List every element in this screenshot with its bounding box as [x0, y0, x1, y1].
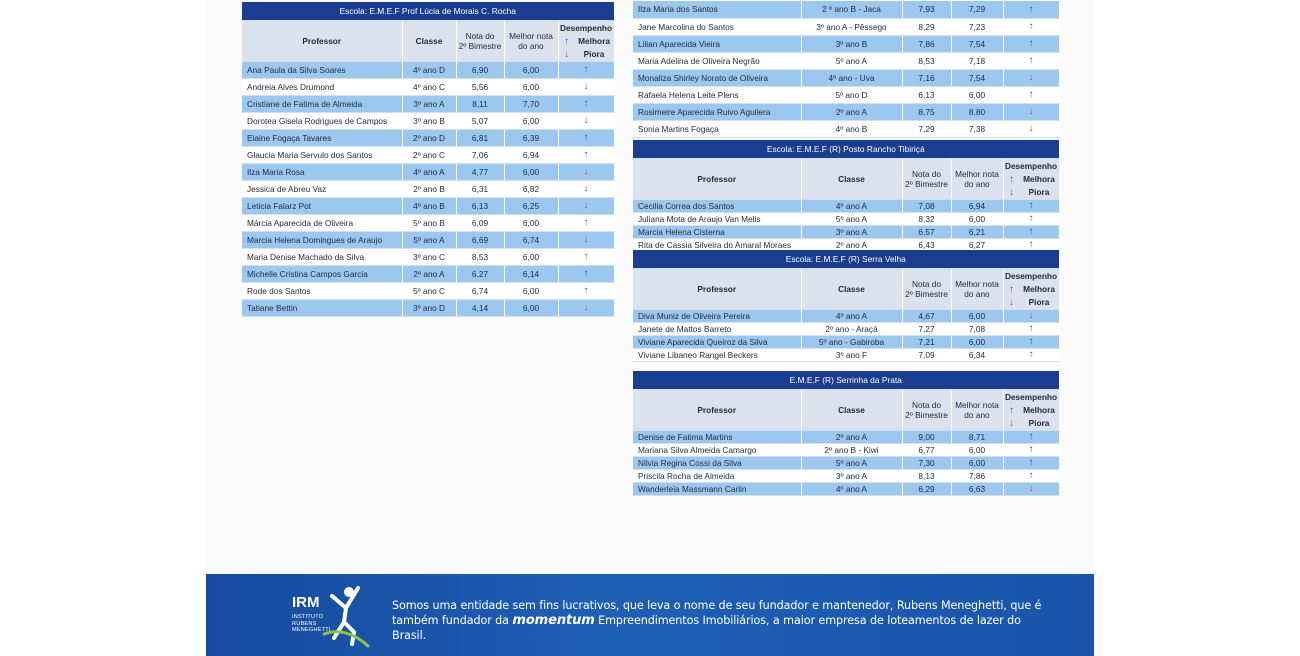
melhor-nota-cell: 7,23 — [951, 18, 1003, 35]
footer-text: Somos uma entidade sem fins lucrativos, que leva o nome de seu fundador e mantenedor, Rubens Meneghetti, que é também fundador da momentum Empreendimentos Imobiliários, a maior empresa de loteamentos de lazer do Brasil. — [392, 599, 1042, 642]
school-table-lucia-rocha — [242, 2, 615, 317]
nota-cell: 8,53 — [902, 52, 951, 69]
professor-cell: Priscila Rocha de Almeida — [633, 469, 801, 482]
arrow-up-icon: ↑ — [1028, 444, 1034, 455]
classe-cell: 4º ano B — [402, 197, 456, 214]
col-desempenho: Desempenho ↑ Melhora ↓ Piora — [558, 20, 614, 61]
classe-cell: 2º ano - Araçá — [801, 322, 902, 335]
arrow-up-icon: ↑ — [1028, 349, 1034, 360]
classe-cell: 2 º ano B - Jaca — [801, 1, 902, 18]
melhor-nota-cell: 6,00 — [951, 335, 1003, 348]
arrow-down-icon: ↓ — [583, 166, 589, 177]
professor-cell: Jessica de Abreu Vaz — [242, 180, 402, 197]
melhor-nota-cell: 7,86 — [951, 469, 1003, 482]
table-row — [242, 180, 614, 197]
professor-cell: Juliana Mota de Araujo Van Melis — [633, 212, 801, 225]
table-row — [633, 309, 1059, 322]
desempenho-cell — [1003, 212, 1059, 225]
nota-cell: 7,27 — [902, 322, 951, 335]
nota-cell: 6,81 — [456, 129, 504, 146]
nota-cell: 8,13 — [902, 469, 951, 482]
classe-cell: 4º ano A — [402, 163, 456, 180]
arrow-up-icon: ↑ — [583, 149, 589, 160]
melhor-nota-cell: 6,00 — [504, 282, 558, 299]
arrow-up-icon: ↑ — [1028, 55, 1034, 66]
classe-cell: 3º ano D — [402, 299, 456, 316]
school-title: Escola: E.M.E.F Prof Lúcia de Morais C. Rocha — [242, 2, 614, 20]
melhor-nota-cell: 6,00 — [504, 214, 558, 231]
melhor-nota-cell: 6,94 — [951, 199, 1003, 212]
professor-cell: Wanderleia Massmann Carlin — [633, 482, 801, 495]
desempenho-cell — [558, 129, 614, 146]
arrow-up-icon: ↑ — [1028, 226, 1034, 237]
col-desempenho: Desempenho ↑ Melhora ↓ Piora — [1003, 389, 1059, 430]
arrow-down-icon: ↓ — [583, 234, 589, 245]
classe-cell: 5º ano A — [801, 212, 902, 225]
professor-cell: Cecilia Correa dos Santos — [633, 199, 801, 212]
desempenho-cell — [1003, 225, 1059, 238]
school-table-continued — [633, 1, 1060, 138]
table-header — [633, 268, 1059, 309]
classe-cell: 5º ano B — [402, 214, 456, 231]
desempenho-cell — [1003, 103, 1059, 120]
col-professor: Professor — [633, 158, 801, 199]
nota-cell: 8,32 — [902, 212, 951, 225]
col-melhor-nota: Melhor nota do ano — [951, 268, 1003, 309]
col-professor: Professor — [633, 389, 801, 430]
nota-cell: 7,29 — [902, 120, 951, 137]
desempenho-cell — [558, 197, 614, 214]
desempenho-cell — [558, 282, 614, 299]
nota-cell: 8,29 — [902, 18, 951, 35]
table-header — [633, 158, 1059, 199]
nota-cell: 6,77 — [902, 443, 951, 456]
col-professor: Professor — [242, 20, 402, 61]
melhor-nota-cell: 7,54 — [951, 69, 1003, 86]
melhor-nota-cell: 6,27 — [951, 238, 1003, 251]
nota-cell: 6,13 — [902, 86, 951, 103]
melhor-nota-cell: 6,00 — [504, 112, 558, 129]
classe-cell: 4º ano D — [402, 61, 456, 78]
arrow-up-icon: ↑ — [583, 217, 589, 228]
desempenho-cell — [558, 95, 614, 112]
classe-cell: 5º ano D — [801, 86, 902, 103]
desempenho-cell — [558, 248, 614, 265]
classe-cell: 2º ano A — [801, 103, 902, 120]
nota-cell: 6,90 — [456, 61, 504, 78]
arrow-up-icon: ↑ — [583, 64, 589, 75]
table-header — [242, 20, 614, 61]
table-row — [633, 430, 1059, 443]
professor-cell: Ilza Maria dos Santos — [633, 1, 801, 18]
school-table-serrinha-da-prata — [633, 371, 1060, 496]
professor-cell: Rosimeire Aparecida Ruivo Aguilera — [633, 103, 801, 120]
desempenho-cell — [1003, 456, 1059, 469]
melhor-nota-cell: 6,00 — [504, 248, 558, 265]
nota-cell: 7,30 — [902, 456, 951, 469]
classe-cell: 4º ano A — [801, 309, 902, 322]
arrow-down-icon: ↓ — [564, 48, 569, 60]
classe-cell: 4º ano A — [801, 482, 902, 495]
melhor-nota-cell: 6,34 — [951, 348, 1003, 361]
nota-cell: 6,27 — [456, 265, 504, 282]
desempenho-cell — [558, 163, 614, 180]
desempenho-cell — [558, 299, 614, 316]
melhor-nota-cell: 6,25 — [504, 197, 558, 214]
melhor-nota-cell: 6,00 — [951, 212, 1003, 225]
professor-cell: Denise de Fatima Martins — [633, 430, 801, 443]
table-row — [633, 348, 1059, 361]
melhor-nota-cell: 7,70 — [504, 95, 558, 112]
arrow-up-icon: ↑ — [583, 132, 589, 143]
melhor-nota-cell: 6,00 — [504, 299, 558, 316]
table-row — [242, 299, 614, 316]
professor-cell: Dorotea Gisela Rodrigues de Campos — [242, 112, 402, 129]
desempenho-cell — [1003, 430, 1059, 443]
col-classe: Classe — [801, 158, 902, 199]
professor-cell: Jane Marcolina do Santos — [633, 18, 801, 35]
table-row — [633, 443, 1059, 456]
melhor-nota-cell: 6,00 — [504, 163, 558, 180]
melhor-nota-cell: 6,00 — [504, 61, 558, 78]
nota-cell: 6,09 — [456, 214, 504, 231]
table-row — [633, 18, 1059, 35]
melhor-nota-cell: 7,08 — [951, 322, 1003, 335]
table-row — [242, 231, 614, 248]
table-row — [633, 69, 1059, 86]
classe-cell: 4º ano - Uva — [801, 69, 902, 86]
classe-cell: 2º ano A — [801, 238, 902, 251]
nota-cell: 5,56 — [456, 78, 504, 95]
nota-cell: 7,16 — [902, 69, 951, 86]
professor-cell: Janete de Mattos Barreto — [633, 322, 801, 335]
nota-cell: 7,93 — [902, 1, 951, 18]
table-row — [633, 225, 1059, 238]
col-nota: Nota do 2º Bimestre — [902, 389, 951, 430]
table-row — [633, 482, 1059, 495]
footer-banner — [206, 574, 1094, 656]
desempenho-cell — [558, 231, 614, 248]
col-nota: Nota do 2º Bimestre — [902, 268, 951, 309]
nota-cell: 6,13 — [456, 197, 504, 214]
classe-cell: 5º ano C — [402, 282, 456, 299]
table-row — [242, 214, 614, 231]
col-melhor-nota: Melhor nota do ano — [951, 389, 1003, 430]
school-title: Escola: E.M.E.F (R) Serra Velha — [633, 250, 1059, 268]
arrow-down-icon: ↓ — [1009, 186, 1014, 198]
professor-cell: Maria Adelina de Oliveira Negrão — [633, 52, 801, 69]
arrow-up-icon: ↑ — [1028, 200, 1034, 211]
nota-cell: 4,77 — [456, 163, 504, 180]
professor-cell: Ana Paula da Silva Soares — [242, 61, 402, 78]
nota-cell: 8,75 — [902, 103, 951, 120]
desempenho-cell — [1003, 469, 1059, 482]
professor-cell: Viviane Libaneo Rangel Beckers — [633, 348, 801, 361]
melhor-nota-cell: 7,38 — [951, 120, 1003, 137]
professor-cell: Maria Denise Machado da Silva — [242, 248, 402, 265]
melhor-nota-cell: 6,00 — [951, 443, 1003, 456]
nota-cell: 8,53 — [456, 248, 504, 265]
irm-logo — [292, 582, 382, 652]
arrow-up-icon: ↑ — [1028, 38, 1034, 49]
arrow-up-icon: ↑ — [1028, 431, 1034, 442]
nota-cell: 4,67 — [902, 309, 951, 322]
arrow-down-icon: ↓ — [583, 302, 589, 313]
professor-cell: Rode dos Santos — [242, 282, 402, 299]
desempenho-cell — [1003, 443, 1059, 456]
col-classe: Classe — [402, 20, 456, 61]
arrow-down-icon: ↓ — [583, 115, 589, 126]
school-title: E.M.E.F (R) Serrinha da Prata — [633, 371, 1059, 389]
nota-cell: 8,11 — [456, 95, 504, 112]
desempenho-cell — [1003, 199, 1059, 212]
professor-cell: Diva Muniz de Oliveira Pereira — [633, 309, 801, 322]
arrow-up-icon: ↑ — [1028, 89, 1034, 100]
arrow-down-icon: ↓ — [1028, 310, 1034, 321]
arrow-up-icon: ↑ — [1028, 336, 1034, 347]
desempenho-cell — [558, 78, 614, 95]
classe-cell: 3º ano A — [801, 225, 902, 238]
classe-cell: 5º ano A — [801, 456, 902, 469]
desempenho-cell — [558, 265, 614, 282]
classe-cell: 2º ano B — [402, 180, 456, 197]
melhor-nota-cell: 6,00 — [951, 86, 1003, 103]
table-row — [242, 61, 614, 78]
professor-cell: Monaliza Shirley Norato de Oliveira — [633, 69, 801, 86]
desempenho-cell — [1003, 322, 1059, 335]
professor-cell: Marcia Helena Domingues de Araujo — [242, 231, 402, 248]
professor-cell: Lilian Aparecida Vieira — [633, 35, 801, 52]
professor-cell: Cristiane de Fatima de Almeida — [242, 95, 402, 112]
arrow-down-icon: ↓ — [583, 183, 589, 194]
col-nota: Nota do 2º Bimestre — [902, 158, 951, 199]
desempenho-cell — [1003, 335, 1059, 348]
school-title: Escola: E.M.E.F (R) Posto Rancho Tibiriçá — [633, 140, 1059, 158]
desempenho-cell — [1003, 348, 1059, 361]
classe-cell: 3º ano C — [402, 248, 456, 265]
arrow-up-icon: ↑ — [1028, 239, 1034, 250]
table-row — [633, 35, 1059, 52]
melhor-nota-cell: 6,14 — [504, 265, 558, 282]
melhor-nota-cell: 8,71 — [951, 430, 1003, 443]
table-row — [242, 129, 614, 146]
classe-cell: 2º ano C — [402, 146, 456, 163]
melhor-nota-cell: 8,80 — [951, 103, 1003, 120]
col-desempenho: Desempenho ↑ Melhora ↓ Piora — [1003, 158, 1059, 199]
classe-cell: 3º ano B — [402, 112, 456, 129]
melhor-nota-cell: 6,94 — [504, 146, 558, 163]
melhor-nota-cell: 6,00 — [951, 309, 1003, 322]
classe-cell: 4º ano C — [402, 78, 456, 95]
classe-cell: 4º ano B — [801, 120, 902, 137]
melhor-nota-cell: 7,54 — [951, 35, 1003, 52]
professor-cell: Mariana Silva Almeida Camargo — [633, 443, 801, 456]
professor-cell: Sonia Martins Fogaça — [633, 120, 801, 137]
melhor-nota-cell: 6,21 — [951, 225, 1003, 238]
desempenho-cell — [1003, 86, 1059, 103]
school-table-serra-velha — [633, 250, 1060, 362]
melhor-nota-cell: 7,18 — [951, 52, 1003, 69]
nota-cell: 6,69 — [456, 231, 504, 248]
desempenho-cell — [1003, 309, 1059, 322]
table-row — [633, 322, 1059, 335]
desempenho-cell — [1003, 120, 1059, 137]
table-row — [242, 248, 614, 265]
nota-cell: 6,74 — [456, 282, 504, 299]
nota-cell: 7,86 — [902, 35, 951, 52]
arrow-up-icon: ↑ — [1009, 283, 1014, 295]
table-row — [633, 469, 1059, 482]
arrow-up-icon: ↑ — [1028, 3, 1034, 15]
arrow-up-icon: ↑ — [583, 98, 589, 109]
professor-cell: Elaine Fogaça Tavares — [242, 129, 402, 146]
arrow-up-icon: ↑ — [1028, 470, 1034, 481]
desempenho-cell — [558, 112, 614, 129]
classe-cell: 3º ano A — [801, 469, 902, 482]
table-row — [633, 86, 1059, 103]
nota-cell: 7,21 — [902, 335, 951, 348]
arrow-up-icon: ↑ — [1009, 173, 1014, 185]
table-row — [242, 78, 614, 95]
table-header — [633, 389, 1059, 430]
desempenho-cell — [1003, 35, 1059, 52]
table-row — [242, 197, 614, 214]
classe-cell: 3º ano A - Pêssego — [801, 18, 902, 35]
arrow-up-icon: ↑ — [1028, 213, 1034, 224]
classe-cell: 2º ano D — [402, 129, 456, 146]
nota-cell: 6,43 — [902, 238, 951, 251]
professor-cell: Michelle Cristina Campos Garcia — [242, 265, 402, 282]
classe-cell: 5º ano - Gabiroba — [801, 335, 902, 348]
desempenho-cell — [1003, 1, 1059, 18]
nota-cell: 6,29 — [902, 482, 951, 495]
professor-cell: Glaucia Maria Servulo dos Santos — [242, 146, 402, 163]
nota-cell: 7,09 — [902, 348, 951, 361]
nota-cell: 7,08 — [902, 199, 951, 212]
col-classe: Classe — [801, 268, 902, 309]
professor-cell: Rafaela Helena Leite Plens — [633, 86, 801, 103]
col-professor: Professor — [633, 268, 801, 309]
nota-cell: 4,14 — [456, 299, 504, 316]
table-row — [242, 95, 614, 112]
melhor-nota-cell: 6,39 — [504, 129, 558, 146]
arrow-up-icon: ↑ — [1028, 457, 1034, 468]
nota-cell: 9,00 — [902, 430, 951, 443]
melhor-nota-cell: 6,82 — [504, 180, 558, 197]
col-classe: Classe — [801, 389, 902, 430]
arrow-up-icon: ↑ — [583, 268, 589, 279]
professor-cell: Andreia Alves Drumond — [242, 78, 402, 95]
desempenho-cell — [1003, 18, 1059, 35]
arrow-down-icon: ↓ — [1009, 296, 1014, 308]
arrow-up-icon: ↑ — [1028, 323, 1034, 334]
arrow-up-icon: ↑ — [1009, 404, 1014, 416]
logo-text: IRM — [292, 594, 320, 611]
col-nota: Nota do 2º Bimestre — [456, 20, 504, 61]
melhor-nota-cell: 6,74 — [504, 231, 558, 248]
table-row — [633, 212, 1059, 225]
arrow-up-icon: ↑ — [1028, 21, 1034, 32]
professor-cell: Ilza Maria Rosa — [242, 163, 402, 180]
desempenho-cell — [1003, 52, 1059, 69]
professor-cell: Viviane Aparecida Queiroz da Silva — [633, 335, 801, 348]
table-row — [242, 163, 614, 180]
melhor-nota-cell: 6,63 — [951, 482, 1003, 495]
classe-cell: 2º ano A — [402, 265, 456, 282]
momentum-brand: momentum — [512, 613, 595, 628]
table-row — [633, 199, 1059, 212]
desempenho-cell — [1003, 69, 1059, 86]
table-row — [633, 335, 1059, 348]
professor-cell: Nilvia Regina Cossi da Silva — [633, 456, 801, 469]
col-melhor-nota: Melhor nota do ano — [951, 158, 1003, 199]
melhor-nota-cell: 6,00 — [951, 456, 1003, 469]
classe-cell: 2º ano A — [801, 430, 902, 443]
arrow-up-icon: ↑ — [583, 251, 589, 262]
arrow-up-icon: ↑ — [564, 35, 569, 47]
professor-cell: Rita de Cassia Silveira do Amaral Moraes — [633, 238, 801, 251]
logo-subtitle: INSTITUTO RUBENS MENEGHETTI — [292, 614, 331, 633]
col-desempenho: Desempenho ↑ Melhora ↓ Piora — [1003, 268, 1059, 309]
table-row — [633, 52, 1059, 69]
arrow-down-icon: ↓ — [1009, 417, 1014, 429]
melhor-nota-cell: 7,29 — [951, 1, 1003, 18]
table-row — [242, 112, 614, 129]
desempenho-cell — [558, 146, 614, 163]
professor-cell: Leticia Falarz Pot — [242, 197, 402, 214]
classe-cell: 4º ano A — [801, 199, 902, 212]
nota-cell: 6,31 — [456, 180, 504, 197]
table-row — [633, 456, 1059, 469]
desempenho-cell — [558, 214, 614, 231]
col-melhor-nota: Melhor nota do ano — [504, 20, 558, 61]
desempenho-cell — [558, 180, 614, 197]
arrow-down-icon: ↓ — [583, 81, 589, 92]
desempenho-cell — [1003, 482, 1059, 495]
table-row — [633, 1, 1059, 18]
table-row — [242, 282, 614, 299]
table-row — [242, 146, 614, 163]
arrow-down-icon: ↓ — [1028, 72, 1034, 83]
classe-cell: 5º ano A — [801, 52, 902, 69]
professor-cell: Marcia Helena Cisterna — [633, 225, 801, 238]
table-row — [633, 120, 1059, 137]
arrow-down-icon: ↓ — [1028, 483, 1034, 494]
nota-cell: 6,57 — [902, 225, 951, 238]
nota-cell: 5,07 — [456, 112, 504, 129]
professor-cell: Márcia Aparecida de Oliveira — [242, 214, 402, 231]
table-row — [633, 103, 1059, 120]
arrow-down-icon: ↓ — [1028, 123, 1034, 134]
melhor-nota-cell: 6,00 — [504, 78, 558, 95]
classe-cell: 2º ano B - Kiwi — [801, 443, 902, 456]
classe-cell: 3º ano A — [402, 95, 456, 112]
classe-cell: 3º ano B — [801, 35, 902, 52]
arrow-up-icon: ↑ — [583, 285, 589, 296]
professor-cell: Tatiane Bettin — [242, 299, 402, 316]
school-table-posto-rancho-tibirica — [633, 140, 1060, 252]
classe-cell: 3º ano F — [801, 348, 902, 361]
arrow-down-icon: ↓ — [583, 200, 589, 211]
classe-cell: 5º ano A — [402, 231, 456, 248]
table-row — [242, 265, 614, 282]
arrow-down-icon: ↓ — [1028, 106, 1034, 117]
nota-cell: 7,06 — [456, 146, 504, 163]
desempenho-cell — [558, 61, 614, 78]
